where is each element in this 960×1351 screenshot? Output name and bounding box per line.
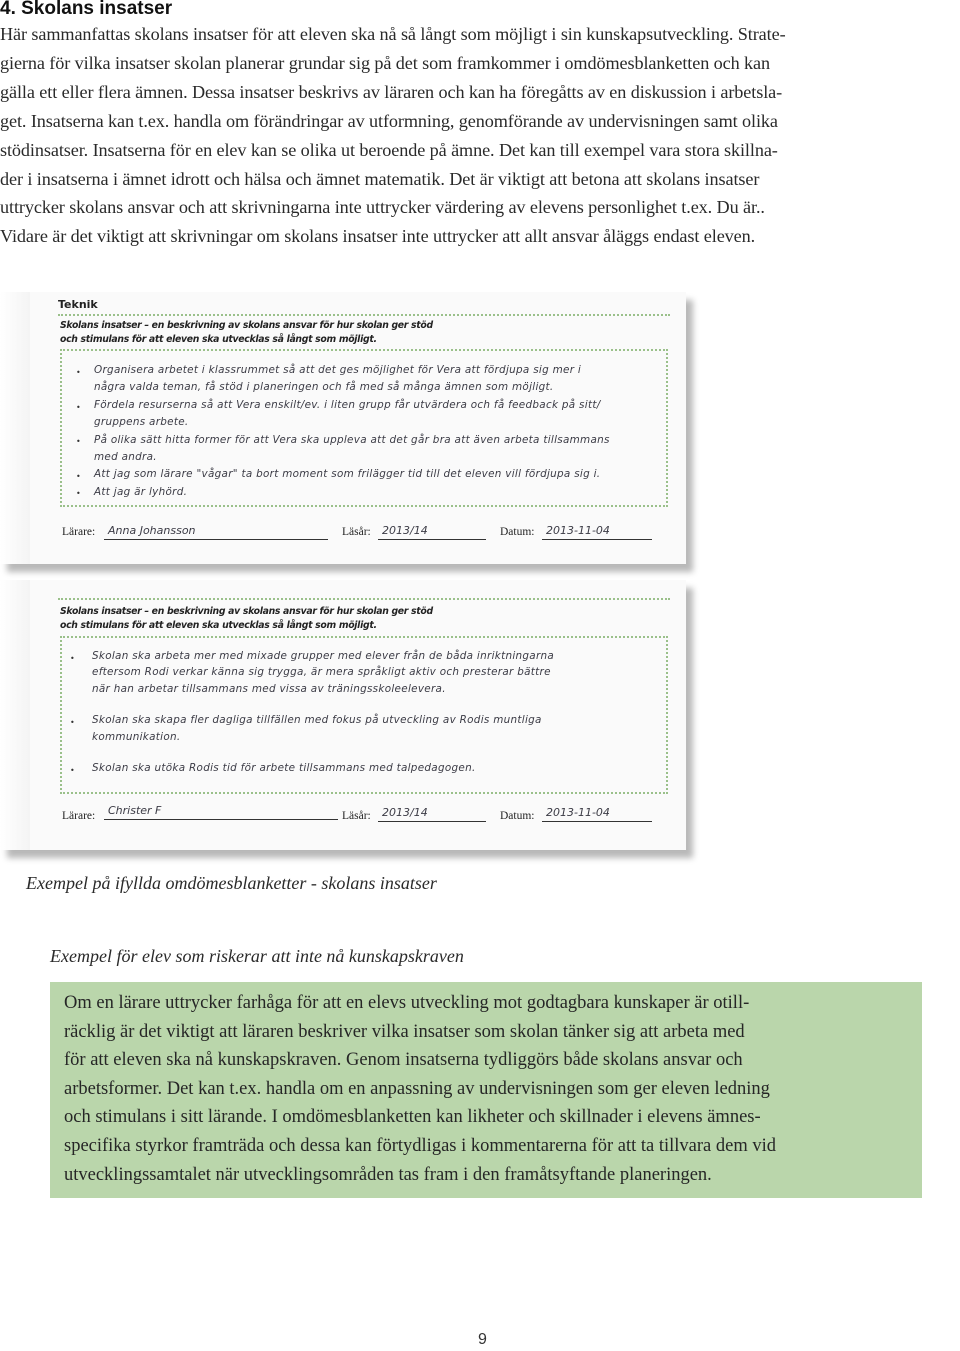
- info-box: [50, 982, 922, 1198]
- section-heading: 4. Skolans insatser: [0, 0, 173, 19]
- intro-line: gierna för vilka insatser skolan planerar grundar sig på det som framkommer i omdömesblanketten och kan: [0, 52, 771, 73]
- bullet-icon: •: [76, 489, 81, 498]
- year-value: 2013/14: [378, 524, 486, 540]
- form-subject: Teknik: [58, 298, 98, 311]
- form-divider: [58, 598, 670, 600]
- date-value: 2013-11-04: [542, 806, 652, 822]
- handwritten-text: Organisera arbetet i klassrummet så att det ges möjlighet för Vera att fördjupa sig mer i några valda teman, få stöd i planeringen och få med så många ämnen som möjligt. Fördela resurserna så att Vera enskilt/ev. i liten grupp får utvärdera och få feedback på sitt/ gruppens arbete. På olika sätt hitta former för att Vera ska uppleva att det går bra att även arbeta tillsammans med andra. Att jag som lärare "vågar" ta bort moment som frilägger tid till det eleven vill fördjupa sig i. Att jag är lyhörd.: [94, 364, 610, 498]
- year-label: Läsår:: [342, 810, 371, 822]
- scan-edge: [0, 292, 30, 564]
- teacher-signature: Christer F: [104, 804, 338, 820]
- intro-line: stödinsatser. Insatserna för en elev kan se olika ut beroende på ämne. Det kan till exempel vara stora skillna-: [0, 139, 778, 160]
- page-number: 9: [478, 1331, 487, 1348]
- intro-line: get. Insatserna kan t.ex. handla om förändringar av utformning, genomförande av undervisningen samt olika: [0, 110, 778, 131]
- bullet-icon: •: [76, 437, 81, 446]
- teacher-label: Lärare:: [62, 526, 96, 538]
- handwritten-text: Skolan ska arbeta mer med mixade grupper med elever från de båda inriktningarna eftersom Rodi verkar känna sig trygga, är mera språkligt aktiv och presterar bättre när han arbetar tillsammans med vissa av träningsskoleelevera. Skolan ska skapa fler dagliga tillfällen med fokus på utveckling av Rodis muntliga kommunikation. Skolan ska utöka Rodis tid för arbete tillsammans med talpedagogen.: [92, 650, 555, 775]
- date-value: 2013-11-04: [542, 524, 652, 540]
- bullet-icon: •: [70, 654, 75, 663]
- intro-line: der i insatserna i ämnet idrott och hälsa och ämnet matematik. Det är viktigt att betona att skolans insatser: [0, 168, 760, 189]
- scan-edge: [0, 580, 30, 850]
- year-value: 2013/14: [378, 806, 486, 822]
- form-divider: [58, 314, 670, 316]
- intro-line: Vidare är det viktigt att skrivningar om skolans insatser inte uttrycker att allt ansvar åläggs endast eleven.: [0, 226, 756, 247]
- forms-caption: Exempel på ifyllda omdömesblanketter - skolans insatser: [26, 873, 437, 893]
- form-title: Skolans insatser – en beskrivning av skolans ansvar för hur skolan ger stöd och stimulans för att eleven ska utvecklas så långt som möjligt.: [60, 606, 433, 631]
- date-label: Datum:: [500, 810, 535, 822]
- bullet-icon: •: [76, 472, 81, 481]
- intro-line: gälla ett eller flera ämnen. Dessa insatser beskrivs av läraren och kan ha föregåtts av en diskussion i arbetsla-: [0, 81, 783, 102]
- form-title: Skolans insatser – en beskrivning av skolans ansvar för hur skolan ger stöd och stimulans för att eleven ska utvecklas så långt som möjligt.: [60, 320, 433, 345]
- example-caption: Exempel för elev som riskerar att inte nå kunskapskraven: [50, 946, 464, 966]
- intro-paragraph: [0, 20, 958, 251]
- bullet-icon: •: [70, 766, 75, 775]
- intro-line: Här sammanfattas skolans insatser för att eleven ska nå så långt som möjligt i sin kunskapsutveckling. Strate-: [0, 24, 786, 44]
- intro-line: uttrycker skolans ansvar och att skrivningarna inte uttrycker värdering av elevens personlighet t.ex. Du är..: [0, 197, 765, 218]
- date-label: Datum:: [500, 526, 535, 538]
- bullet-icon: •: [76, 403, 81, 412]
- teacher-signature: Anna Johansson: [104, 524, 328, 540]
- info-box-text: Om en lärare uttrycker farhåga för att en elevs utveckling mot godtagbara kunskaper är otill- räcklig är det viktigt att läraren beskriver vilka insatser som skolan tänker sig att arbeta med för att eleven ska nå kunskapskraven. Genom insatserna tydliggörs både skolans ansvar och arbetsformer. Det kan t.ex. handla om en anpassning av undervisningen som ger eleven ledning och stimulans i sitt lärande. I omdömesblanketten kan likheter och skillnader i elevens ämnes- specifika styrkor framträda och dessa kan förtydligas i kommentarerna för att ta tillvara dem vid utvecklingssamtalet när utvecklingsområden tas fram i den framåtsyftande planeringen.: [64, 993, 776, 1185]
- bullet-icon: •: [76, 368, 81, 377]
- teacher-label: Lärare:: [62, 810, 96, 822]
- bullet-icon: •: [70, 718, 75, 727]
- year-label: Läsår:: [342, 526, 371, 538]
